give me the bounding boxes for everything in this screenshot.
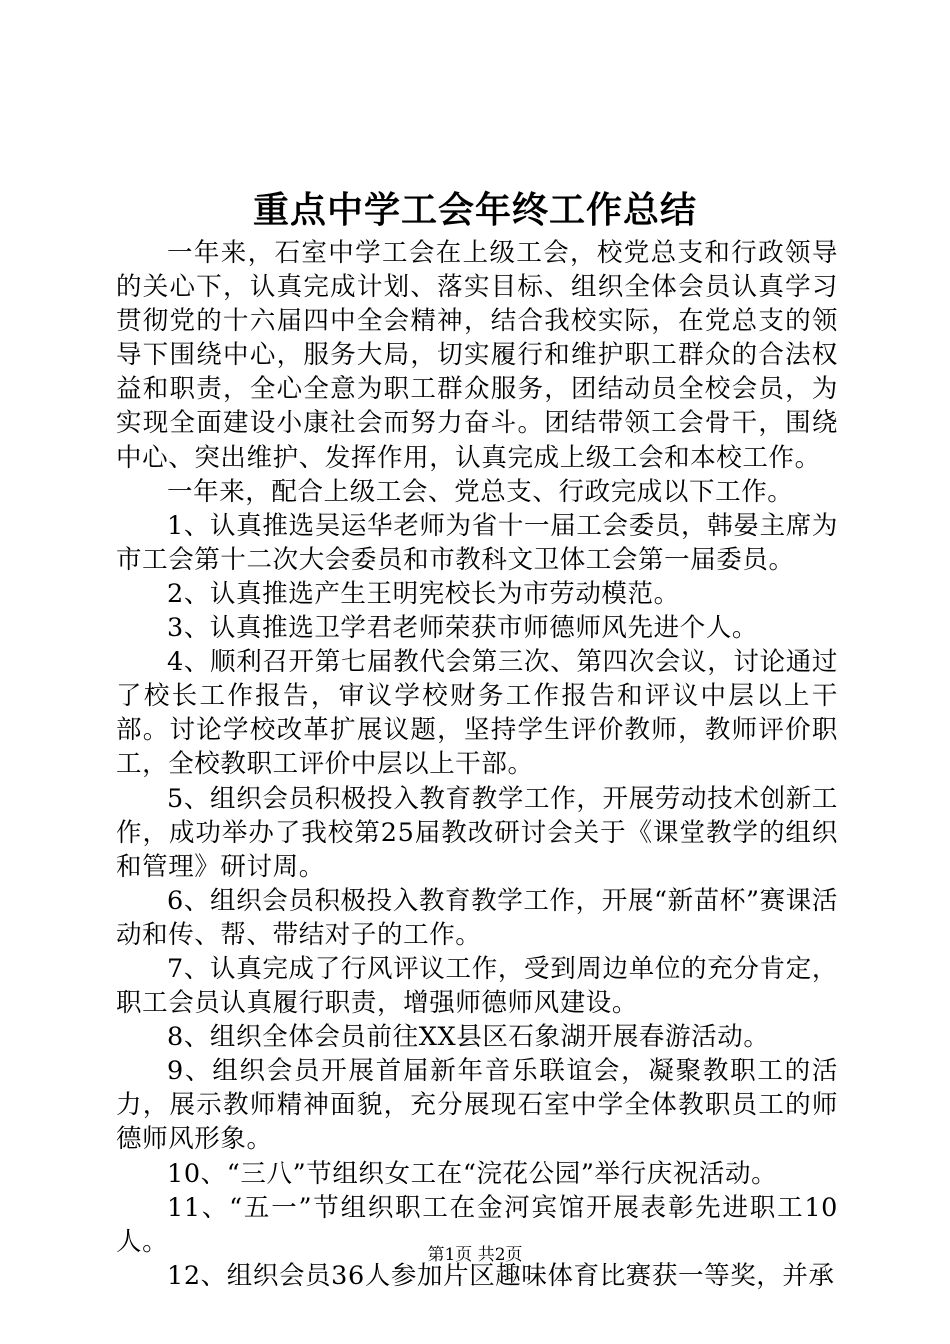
- list-item-8: 8、组织全体会员前往XX县区石象湖开展春游活动。: [167, 1022, 770, 1053]
- list-item-9: 9、组织会员开展首届新年音乐联谊会，凝聚教职工的活力，展示教师精神面貌，充分展现石室中学全体教职员工的师德师风形象。: [116, 1056, 838, 1155]
- list-item-10: 10、“三八”节组织女工在“浣花公园”举行庆祝活动。: [167, 1158, 778, 1189]
- document-title: 重点中学工会年终工作总结: [252, 189, 697, 231]
- list-item-6: 6、组织会员积极投入教育教学工作，开展“新苗杯”赛课活动和传、帮、带结对子的工作。: [116, 885, 838, 950]
- paragraph-intro: 一年来，石室中学工会在上级工会，校党总支和行政领导的关心下，认真完成计划、落实目标、组织全体会员认真学习贯彻党的十六届四中全会精神，结合我校实际，在党总支的领导下围绕中心，服务大局，切实履行和维护职工群众的合法权益和职责，全心全意为职工群众服务，团结动员全校会员，为实现全面建设小康社会而努力奋斗。团结带领工会骨干，围绕中心、突出维护、发挥作用，认真完成上级工会和本校工作。: [116, 238, 838, 473]
- list-item-12: 12、组织会员36人参加片区趣味体育比赛获一等奖，并承: [167, 1260, 835, 1291]
- list-item-5: 5、组织会员积极投入教育教学工作，开展劳动技术创新工作，成功举办了我校第25届教改研讨会关于《课堂教学的组织和管理》研讨周。: [116, 783, 838, 882]
- list-item-7: 7、认真完成了行风评议工作，受到周边单位的充分肯定，职工会员认真履行职责，增强师德师风建设。: [116, 953, 838, 1019]
- page-number-footer: 第1页 共2页: [427, 1245, 523, 1265]
- list-item-4: 4、顺利召开第七届教代会第三次、第四次会议，讨论通过了校长工作报告，审议学校财务工作报告和评议中层以上干部。讨论学校改革扩展议题，坚持学生评价教师，教师评价职工，全校教职工评价中层以上干部。: [116, 647, 838, 780]
- list-item-3: 3、认真推选卫学君老师荣获市师德师风先进个人。: [167, 613, 759, 644]
- list-item-2: 2、认真推选产生王明宪校长为市劳动模范。: [167, 578, 680, 609]
- paragraph-summary: 一年来，配合上级工会、党总支、行政完成以下工作。: [167, 476, 794, 507]
- list-item-1: 1、认真推选吴运华老师为省十一届工会委员，韩晏主席为市工会第十二次大会委员和市教科文卫体工会第一届委员。: [116, 510, 838, 575]
- list-item-11: 11、“五一”节组织职工在金河宾馆开展表彰先进职工10人。: [116, 1192, 838, 1257]
- document-body: [116, 236, 838, 1293]
